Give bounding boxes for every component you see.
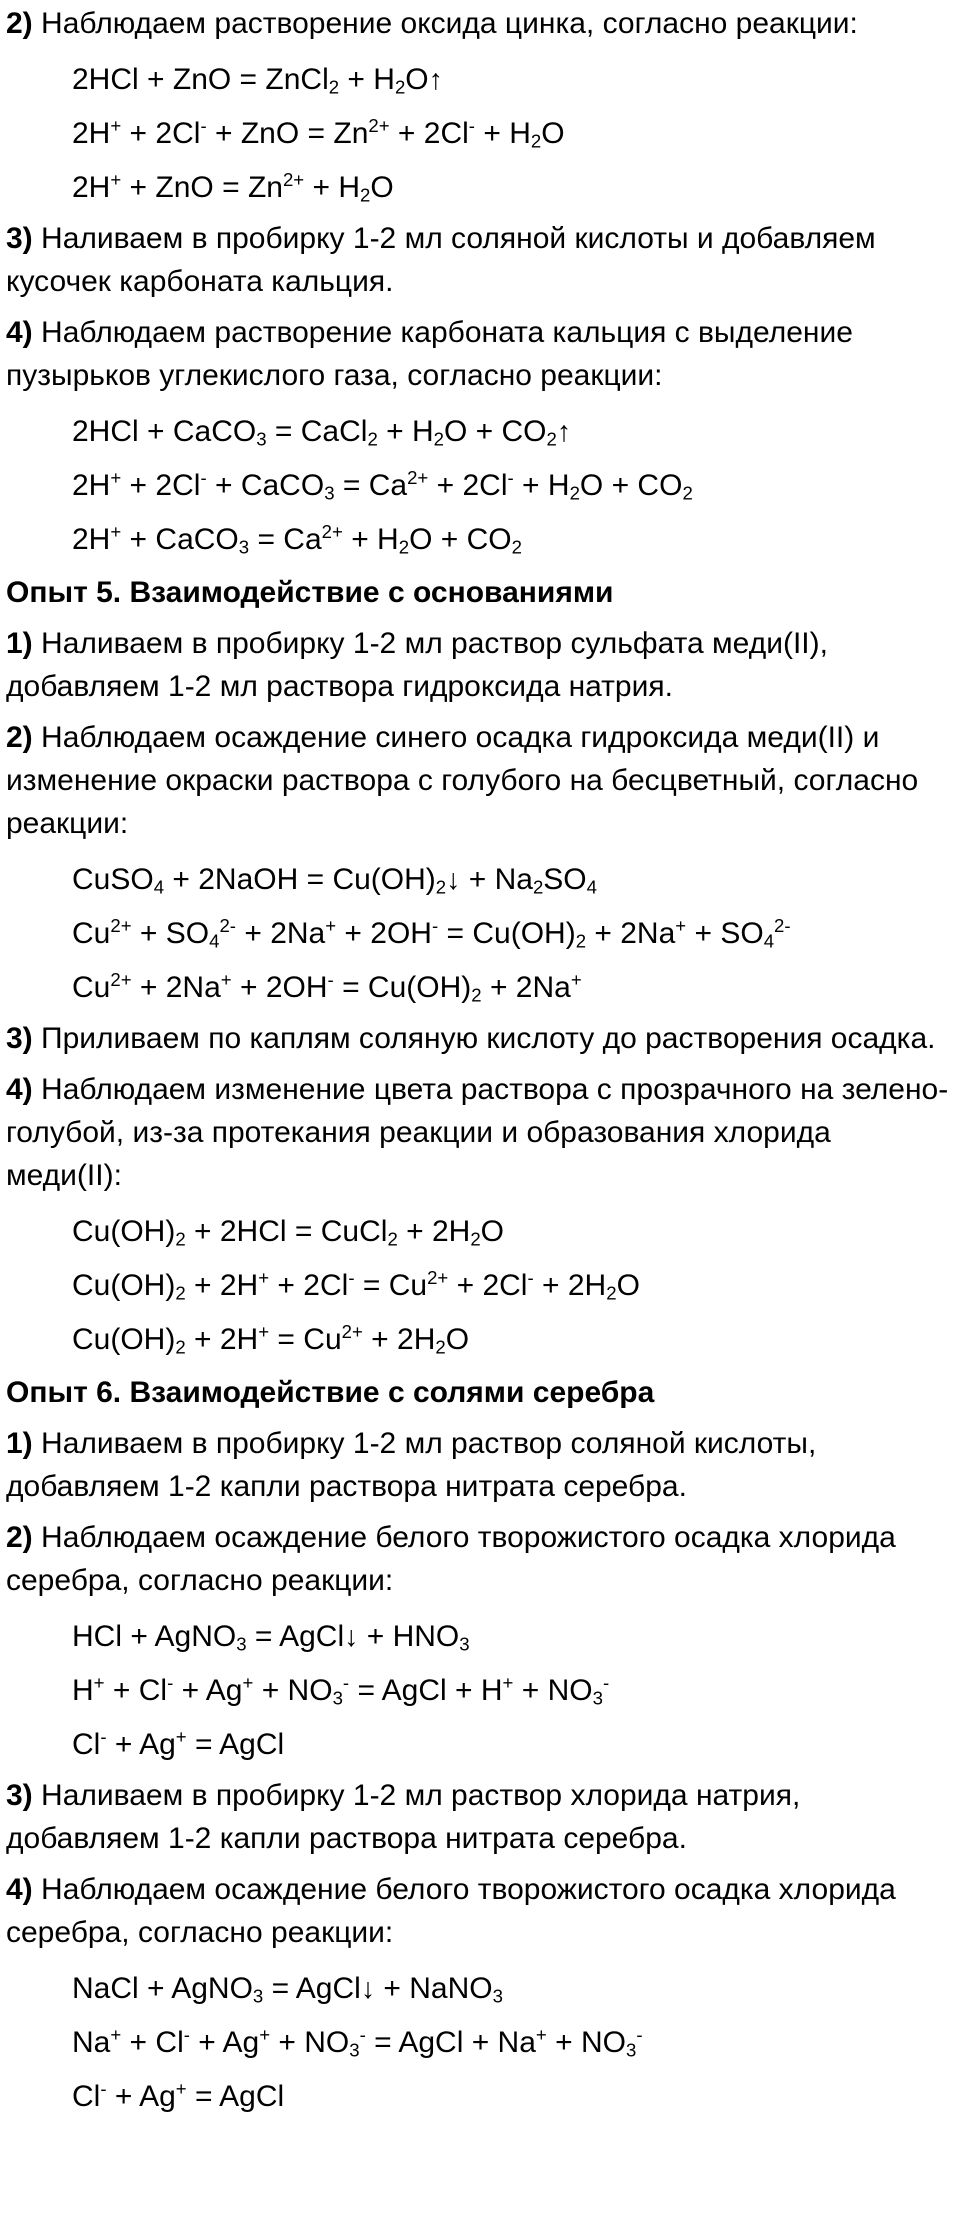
equation-text: + SO (131, 917, 210, 950)
subscript: 3 (236, 1633, 247, 1655)
step-number: 3) (6, 1022, 33, 1055)
equation-text: + H (304, 171, 361, 204)
equation-text: + H (377, 415, 434, 448)
step-number: 3) (6, 1779, 33, 1812)
superscript: - (468, 114, 475, 136)
chemical-equation (6, 1205, 954, 1259)
equation-text: O (405, 63, 429, 96)
step-number: 2) (6, 721, 33, 754)
equation-text: + CaCO (206, 469, 325, 502)
equation-text: = Ca (249, 523, 322, 556)
subscript: 4 (153, 876, 165, 898)
chemical-equation (6, 2070, 954, 2124)
superscript: + (259, 2023, 271, 2045)
superscript: - (100, 1725, 107, 1747)
chemical-equation (6, 1664, 954, 1718)
equation-text: + ZnO = Zn (121, 171, 283, 204)
equation-text: 2HCl + CaCO (72, 415, 257, 448)
step-text: Наблюдаем осаждение синего осадка гидроксида меди(II) и изменение окраски раствора с голубого на бесцветный, согласно реакции: (6, 721, 919, 840)
equation-text: + 2Cl (269, 1269, 349, 1302)
chemical-equation (6, 961, 954, 1015)
subscript: 3 (256, 428, 267, 450)
subscript: 2 (530, 130, 542, 152)
step-paragraph (6, 1068, 954, 1197)
chemical-equation (6, 405, 954, 459)
equation-text: O (480, 1215, 505, 1248)
step-paragraph (6, 1017, 954, 1060)
equation-text: Cu(OH) (72, 1269, 176, 1302)
subscript: 4 (209, 930, 220, 952)
superscript: + (220, 968, 232, 990)
equation-text: Na (72, 2026, 111, 2059)
equation-text: + 2H (397, 1215, 471, 1248)
step-number: 4) (6, 1873, 33, 1906)
superscript: + (175, 1725, 187, 1747)
precipitate-arrow-down-icon: ↓ (344, 1621, 359, 1653)
subscript: 2 (682, 482, 693, 504)
superscript: - (602, 1671, 610, 1693)
equation-text: + 2H (185, 1269, 259, 1302)
subscript: 2 (387, 1228, 398, 1250)
equation-text: + NO (513, 1674, 593, 1707)
step-number: 1) (6, 627, 33, 660)
equation-text: HCl + AgNO (72, 1620, 237, 1653)
subscript: 2 (367, 428, 378, 450)
equation-text: Cu(OH) (72, 1215, 176, 1248)
step-text: Наблюдаем растворение карбоната кальция с выделение пузырьков углекислого газа, согласно реакции: (6, 316, 853, 392)
chemical-equation (6, 1259, 954, 1313)
step-paragraph (6, 217, 954, 303)
superscript: + (110, 520, 122, 542)
equation-text: + Cl (104, 1674, 168, 1707)
superscript: - (359, 2023, 366, 2045)
equation-text: CuSO (72, 863, 154, 896)
subscript: 2 (546, 428, 557, 450)
equation-text: = AgCl + Na (365, 2026, 536, 2059)
equation-text: + NaNO (375, 1972, 493, 2005)
step-text: Наливаем в пробирку 1-2 мл раствор хлорида натрия, добавляем 1-2 капли раствора нитрата серебра. (6, 1779, 801, 1855)
superscript: 2+ (341, 1320, 363, 1342)
subscript: 3 (492, 1985, 503, 2007)
superscript: - (167, 1671, 174, 1693)
step-text: Приливаем по каплям соляную кислоту до растворения осадка. (41, 1022, 936, 1055)
equation-text: + Cl (121, 2026, 184, 2059)
step-text: Наблюдаем осаждение белого творожистого осадка хлорида серебра, согласно реакции: (6, 1521, 896, 1597)
equation-text: + 2Cl (448, 1269, 528, 1302)
equation-text: O + CO (579, 469, 683, 502)
subscript: 3 (625, 2039, 637, 2061)
superscript: - (327, 968, 334, 990)
equation-text: + 2H (185, 1323, 259, 1356)
step-text: Наливаем в пробирку 1-2 мл соляной кислоты и добавляем кусочек карбоната кальция. (6, 222, 876, 298)
superscript: 2+ (321, 520, 343, 542)
equation-text: + Ag (106, 2080, 176, 2113)
equation-text: O (370, 171, 394, 204)
subscript: 4 (763, 930, 775, 952)
step-number: 4) (6, 1073, 33, 1106)
superscript: + (675, 914, 687, 936)
equation-text: + 2Na (236, 917, 326, 950)
superscript: + (110, 168, 122, 190)
equation-text: + Ag (173, 1674, 243, 1707)
step-text: Наливаем в пробирку 1-2 мл раствор сульфата меди(II), добавляем 1-2 мл раствора гидроксида натрия. (6, 627, 828, 703)
equation-text: + NO (253, 1674, 333, 1707)
equation-text: = AgCl (263, 1972, 361, 2005)
equation-text: O (541, 117, 565, 150)
equation-text: + Na (460, 863, 533, 896)
equation-text: = Cu(OH) (438, 917, 576, 950)
superscript: - (348, 1266, 355, 1288)
equation-text: + H (342, 523, 399, 556)
subscript: 2 (569, 482, 580, 504)
chemical-equation (6, 53, 954, 107)
superscript: - (431, 914, 439, 936)
equation-text: + HNO (358, 1620, 460, 1653)
equation-text: Cu(OH) (72, 1323, 176, 1356)
equation-text: + 2OH (231, 971, 328, 1004)
step-paragraph (6, 1422, 954, 1508)
chemical-equation (6, 853, 954, 907)
superscript: + (110, 114, 122, 136)
equation-text: + 2Cl (121, 469, 201, 502)
equation-text: Cl (72, 1728, 101, 1761)
step-paragraph (6, 716, 954, 845)
equation-text: O + CO (409, 523, 512, 556)
superscript: 2+ (110, 914, 132, 936)
equation-text: + 2Cl (389, 117, 469, 150)
chemical-equation (6, 1962, 954, 2016)
equation-text: + 2Na (481, 971, 571, 1004)
equation-text: + 2Na (131, 971, 221, 1004)
chemical-equation (6, 2016, 954, 2070)
superscript: 2+ (368, 114, 390, 136)
superscript: - (200, 114, 207, 136)
superscript: 2- (774, 914, 791, 936)
step-text: Наблюдаем растворение оксида цинка, согласно реакции: (41, 7, 858, 40)
subscript: 2 (435, 1336, 446, 1358)
superscript: - (636, 2023, 643, 2045)
step-paragraph (6, 1868, 954, 1954)
superscript: 2+ (407, 466, 429, 488)
superscript: 2+ (427, 1266, 449, 1288)
chemical-equation (6, 1718, 954, 1772)
equation-text: Cu (72, 971, 111, 1004)
gas-arrow-up-icon: ↑ (428, 64, 443, 96)
superscript: + (258, 1320, 270, 1342)
step-number: 1) (6, 1427, 33, 1460)
superscript: 2- (219, 914, 236, 936)
step-paragraph (6, 622, 954, 708)
equation-text: 2H (72, 117, 111, 150)
equation-text: + Ag (189, 2026, 260, 2059)
subscript: 2 (398, 536, 410, 558)
step-paragraph (6, 1516, 954, 1602)
chemical-equation (6, 1610, 954, 1664)
superscript: + (502, 1671, 514, 1693)
subscript: 2 (360, 184, 371, 206)
equation-text: = Cu(OH) (333, 971, 472, 1004)
equation-text: O (445, 1323, 470, 1356)
equation-text: 2HCl + ZnO = ZnCl (72, 63, 329, 96)
subscript: 2 (532, 876, 544, 898)
subscript: 3 (252, 1985, 264, 2007)
subscript: 2 (433, 428, 444, 450)
subscript: 4 (586, 876, 597, 898)
equation-text: O + CO (443, 415, 547, 448)
subscript: 3 (324, 482, 335, 504)
step-paragraph (6, 1774, 954, 1860)
subscript: 2 (175, 1228, 186, 1250)
subscript: 2 (575, 930, 587, 952)
equation-text: SO (543, 863, 587, 896)
step-text: Наблюдаем изменение цвета раствора с прозрачного на зелено-голубой, из-за протекания реакции и образования хлорида меди(II): (6, 1073, 949, 1192)
equation-text: + NO (546, 2026, 626, 2059)
equation-text: + 2Cl (121, 117, 201, 150)
equation-text: + ZnO = Zn (206, 117, 369, 150)
superscript: + (258, 1266, 270, 1288)
equation-text: + 2HCl = CuCl (185, 1215, 388, 1248)
equation-text: + SO (686, 917, 764, 950)
precipitate-arrow-down-icon: ↓ (360, 1973, 376, 2005)
step-paragraph (6, 311, 954, 397)
section-heading: Опыт 6. Взаимодействие с солями серебра (6, 1376, 655, 1409)
subscript: 2 (471, 984, 482, 1006)
superscript: + (93, 1671, 105, 1693)
subscript: 2 (435, 876, 447, 898)
subscript: 3 (238, 536, 250, 558)
subscript: 3 (592, 1687, 603, 1709)
equation-text: = AgCl (246, 1620, 345, 1653)
subscript: 3 (349, 2039, 360, 2061)
superscript: 2+ (110, 968, 132, 990)
superscript: + (535, 2023, 547, 2045)
subscript: 2 (175, 1282, 186, 1304)
equation-text: O (616, 1269, 640, 1302)
equation-text: = Cu (269, 1323, 342, 1356)
superscript: + (110, 2023, 122, 2045)
equation-text: + NO (270, 2026, 350, 2059)
equation-text: + 2Na (586, 917, 676, 950)
chemical-equation (6, 107, 954, 161)
subscript: 2 (470, 1228, 481, 1250)
subscript: 2 (175, 1336, 186, 1358)
step-text: Наливаем в пробирку 1-2 мл раствор соляной кислоты, добавляем 1-2 капли раствора нитрата серебра. (6, 1427, 817, 1503)
superscript: + (110, 466, 122, 488)
equation-text: = Cu (354, 1269, 428, 1302)
equation-text: + CaCO (121, 523, 239, 556)
subscript: 2 (511, 536, 522, 558)
superscript: 2+ (282, 168, 305, 190)
superscript: - (342, 1671, 350, 1693)
equation-text: + 2OH (336, 917, 432, 950)
equation-text: Cl (72, 2080, 101, 2113)
superscript: - (200, 466, 207, 488)
superscript: - (527, 1266, 534, 1288)
superscript: + (175, 2077, 187, 2099)
chemical-equation (6, 1313, 954, 1367)
superscript: + (325, 914, 337, 936)
superscript: - (100, 2077, 107, 2099)
step-paragraph (6, 2, 954, 45)
equation-text: 2H (72, 171, 111, 204)
subscript: 2 (328, 76, 340, 98)
chemical-equation (6, 907, 954, 961)
equation-text: 2H (72, 469, 111, 502)
equation-text: = AgCl (186, 1728, 285, 1761)
equation-text: = Ca (334, 469, 408, 502)
step-number: 2) (6, 1521, 33, 1554)
equation-text: 2H (72, 523, 111, 556)
subscript: 2 (394, 76, 406, 98)
equation-text: + H (475, 117, 531, 150)
chemical-equation (6, 513, 954, 567)
superscript: - (183, 2023, 190, 2045)
subscript: 2 (606, 1282, 617, 1304)
chemical-equation (6, 161, 954, 215)
step-number: 4) (6, 316, 33, 349)
equation-text: + H (339, 63, 395, 96)
equation-text: + 2H (533, 1269, 607, 1302)
equation-text: = AgCl (186, 2080, 285, 2113)
subscript: 3 (332, 1687, 343, 1709)
equation-text: = AgCl + H (349, 1674, 503, 1707)
equation-text: + 2NaOH = Cu(OH) (164, 863, 436, 896)
equation-text: NaCl + AgNO (72, 1972, 253, 2005)
precipitate-arrow-down-icon: ↓ (446, 864, 461, 896)
document (0, 2, 960, 2239)
subscript: 3 (459, 1633, 470, 1655)
superscript: + (242, 1671, 254, 1693)
equation-text: H (72, 1674, 94, 1707)
superscript: - (507, 466, 514, 488)
chemical-equation (6, 459, 954, 513)
gas-arrow-up-icon: ↑ (556, 416, 572, 448)
equation-text: + 2H (362, 1323, 436, 1356)
step-text: Наблюдаем осаждение белого творожистого осадка хлорида серебра, согласно реакции: (6, 1873, 896, 1949)
equation-text: + H (513, 469, 570, 502)
equation-text: + 2Cl (428, 469, 508, 502)
equation-text: Cu (72, 917, 111, 950)
superscript: + (570, 968, 582, 990)
step-number: 2) (6, 7, 33, 40)
section-heading: Опыт 5. Взаимодействие с основаниями (6, 576, 614, 609)
equation-text: + Ag (106, 1728, 176, 1761)
equation-text: = CaCl (266, 415, 368, 448)
step-number: 3) (6, 222, 33, 255)
